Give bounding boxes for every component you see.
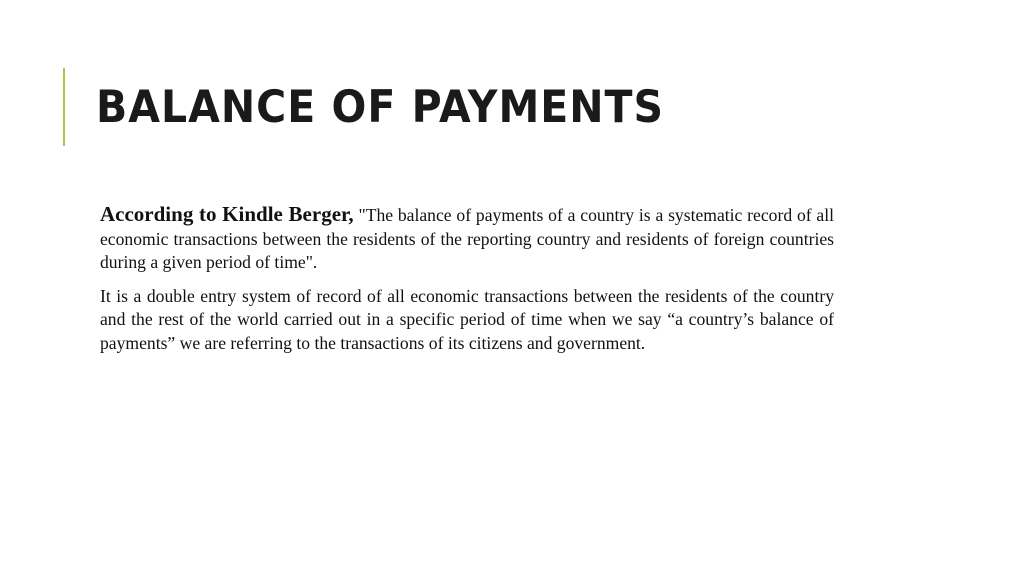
title-accent-bar (63, 68, 65, 146)
slide-body (100, 203, 834, 355)
definition-paragraph (100, 203, 834, 275)
explanation-paragraph: It is a double entry system of record of all economic transactions between the residents of the country and the rest of the world carried out in a specific period of time when we say “a country’s balance of payments” we are referring to the transactions of its citizens and government. (100, 285, 834, 353)
slide-title: BALANCE OF PAYMENTS (96, 81, 665, 133)
definition-text: "The balance of payments of a country is a systematic record of all economic transactions between the residents of the reporting country and residents of foreign countries during a given period of time". (100, 205, 835, 272)
definition-lead: According to Kindle Berger, (100, 202, 354, 226)
